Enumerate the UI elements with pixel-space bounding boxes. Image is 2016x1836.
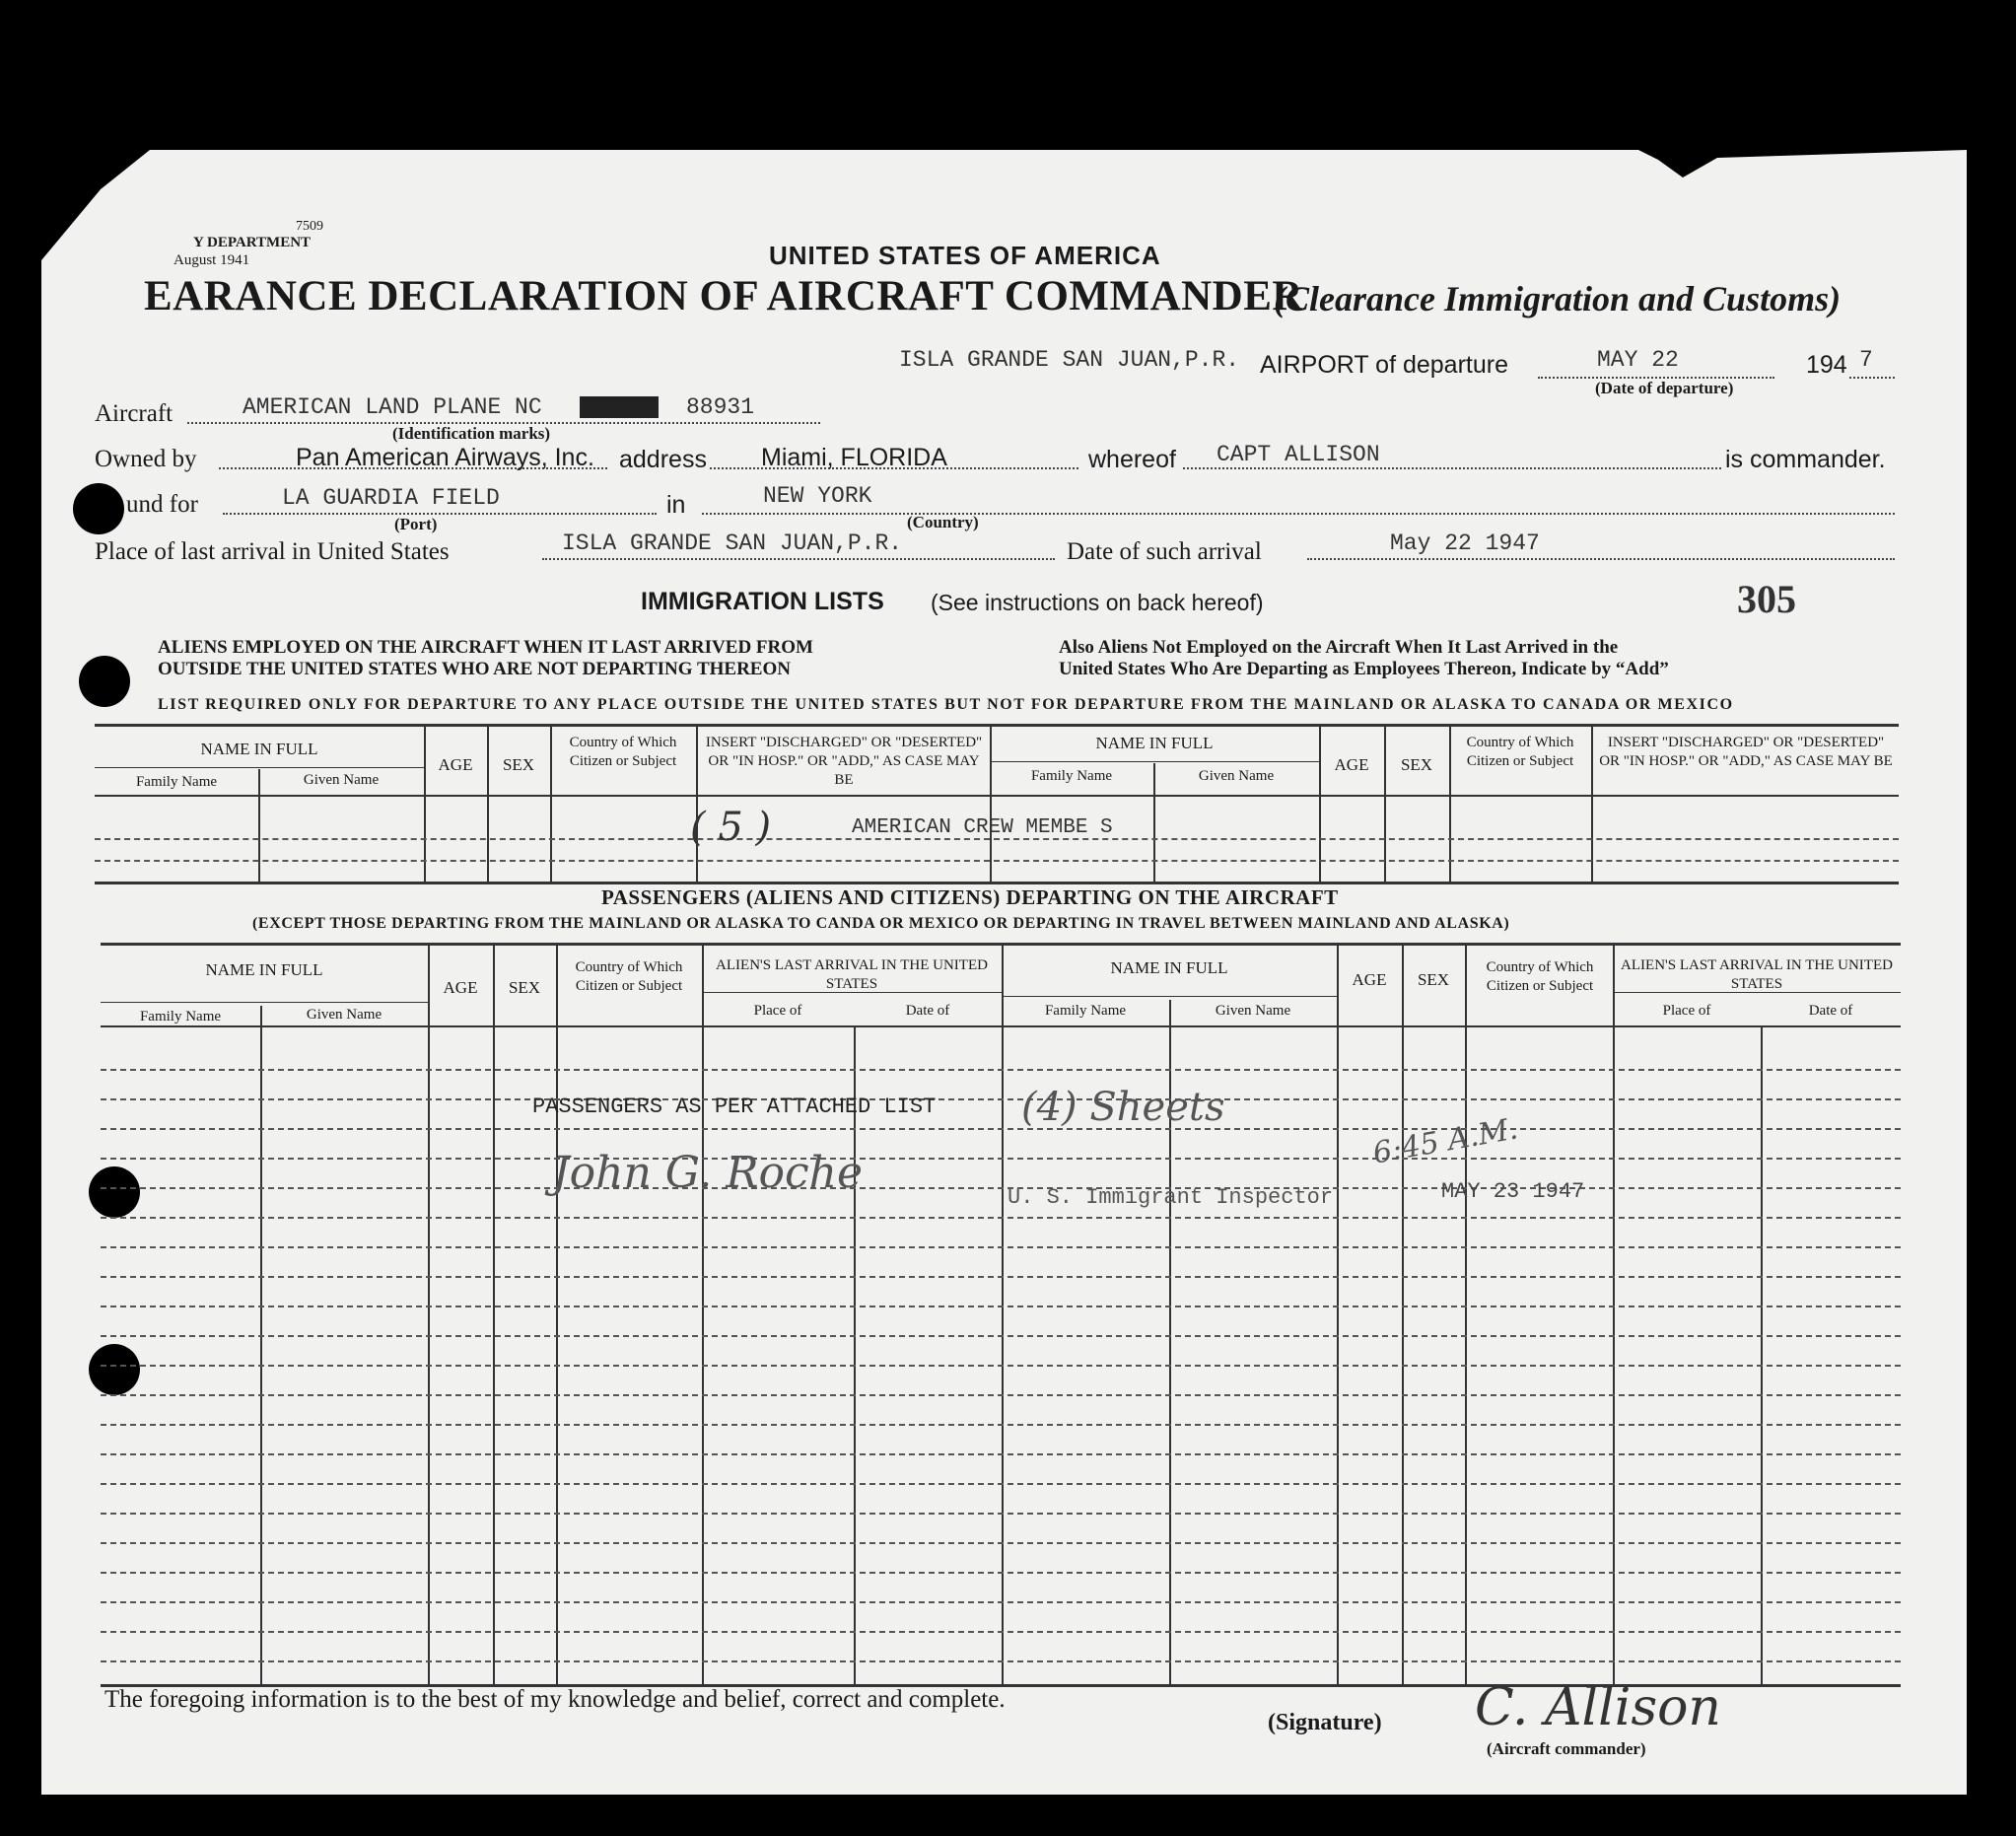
departure-date-value: MAY 22 <box>1597 347 1679 373</box>
punch-hole <box>89 1344 140 1395</box>
whereof-label: whereof <box>1088 446 1176 473</box>
owned-by-label: Owned by <box>95 446 197 472</box>
bound-country-caption: (Country) <box>907 513 979 531</box>
bound-port-value: LA GUARDIA FIELD <box>282 485 500 511</box>
pass-sex-header-right: SEX <box>1417 970 1450 989</box>
crew-country-header-right: Country of Which Citizen or Subject <box>1466 735 1574 769</box>
pass-place-of-header-right: Place of <box>1662 1003 1711 1019</box>
aliens-note-right-1: Also Aliens Not Employed on the Aircraft When It Last Arrived in the <box>1059 637 1619 658</box>
signature-label: (Signature) <box>1268 1710 1382 1735</box>
crew-insert-header-right: INSERT "DISCHARGED" OR "DESERTED" OR "IN HOSP." OR "ADD," AS CASE MAY BE <box>1599 735 1893 769</box>
aircraft-caption: (Identification marks) <box>392 424 551 443</box>
punch-hole <box>73 483 124 534</box>
passenger-entry-text: PASSENGERS AS PER ATTACHED LIST <box>532 1095 937 1119</box>
bound-for-label: und for <box>126 491 198 518</box>
commander-label: is commander. <box>1725 446 1886 473</box>
form-date: August 1941 <box>174 252 250 268</box>
form-number: 7509 <box>296 219 323 234</box>
immigration-instructions: (See instructions on back hereof) <box>931 590 1264 615</box>
pass-last-arrival-header-right: ALIEN'S LAST ARRIVAL IN THE UNITED STATES <box>1621 957 1893 992</box>
form-department: Y DEPARTMENT <box>193 235 312 250</box>
pass-given-name-header: Given Name <box>306 1007 382 1023</box>
passengers-subtitle: (EXCEPT THOSE DEPARTING FROM THE MAINLAND OR ALASKA TO CANDA OR MEXICO OR DEPARTING IN TRAVEL BETWEEN MAINLAND AND ALASKA) <box>252 915 1510 932</box>
aircraft-number: 88931 <box>686 394 755 420</box>
pass-age-header-right: AGE <box>1352 970 1387 989</box>
departure-airport-value: ISLA GRANDE SAN JUAN,P.R. <box>899 347 1240 373</box>
pass-country-header-right: Country of Which Citizen or Subject <box>1486 959 1594 994</box>
pass-date-of-header-right: Date of <box>1808 1003 1853 1019</box>
crew-family-name-header-right: Family Name <box>1030 768 1113 784</box>
form-subtitle: (Clearance Immigration and Customs) <box>1274 279 1842 318</box>
crew-name-header: NAME IN FULL <box>200 740 318 758</box>
pass-place-of-header: Place of <box>753 1003 802 1019</box>
inspector-signature: John G. Roche <box>552 1148 863 1198</box>
crew-insert-header: INSERT "DISCHARGED" OR "DESERTED" OR "IN HOSP." OR "ADD," AS CASE MAY BE <box>705 735 983 788</box>
pass-name-header-right: NAME IN FULL <box>1110 958 1228 977</box>
crew-sex-header: SEX <box>502 755 535 774</box>
crew-entry-text: AMERICAN CREW MEMBE S <box>852 816 1113 839</box>
passenger-sheets-note: (4) Sheets <box>1021 1085 1225 1130</box>
certification-statement: The foregoing information is to the best of my knowledge and belief, correct and complete. <box>104 1686 1006 1713</box>
aircraft-label: Aircraft <box>95 400 174 427</box>
crew-age-header: AGE <box>438 755 473 774</box>
aliens-note-left-2: OUTSIDE THE UNITED STATES WHO ARE NOT DEPARTING THEREON <box>158 659 791 679</box>
last-arrival-place: ISLA GRANDE SAN JUAN,P.R. <box>562 530 903 556</box>
crew-name-header-right: NAME IN FULL <box>1095 734 1214 752</box>
crew-country-header: Country of Which Citizen or Subject <box>569 735 677 769</box>
pass-age-header: AGE <box>443 978 478 997</box>
signature-caption: (Aircraft commander) <box>1487 1739 1646 1758</box>
address-label: address <box>619 446 707 473</box>
punch-hole <box>79 656 130 707</box>
crew-sex-header-right: SEX <box>1400 755 1433 774</box>
crew-family-name-header: Family Name <box>135 774 218 790</box>
commander-value: CAPT ALLISON <box>1217 442 1380 467</box>
last-arrival-label: Place of last arrival in United States <box>95 538 450 565</box>
pass-last-arrival-header: ALIEN'S LAST ARRIVAL IN THE UNITED STATES <box>716 957 988 992</box>
address-value: Miami, FLORIDA <box>761 444 947 471</box>
time-note: 6:45 A.M. <box>1370 1111 1521 1171</box>
redaction-mark <box>580 396 659 418</box>
bound-in-label: in <box>666 491 686 519</box>
bound-port-caption: (Port) <box>394 515 438 533</box>
pass-family-name-header-right: Family Name <box>1044 1003 1127 1019</box>
form-title: EARANCE DECLARATION OF AIRCRAFT COMMANDER <box>144 273 1303 319</box>
crew-given-name-header: Given Name <box>303 772 380 788</box>
crew-given-name-header-right: Given Name <box>1198 768 1275 784</box>
pass-sex-header: SEX <box>508 978 541 997</box>
crew-count-entry: ( 5 ) <box>690 805 772 850</box>
departure-year-suffix: 7 <box>1859 347 1873 373</box>
country-heading: UNITED STATES OF AMERICA <box>769 241 1161 270</box>
crew-age-header-right: AGE <box>1334 755 1369 774</box>
pass-family-name-header: Family Name <box>139 1009 222 1024</box>
pass-given-name-header-right: Given Name <box>1215 1003 1291 1019</box>
pass-country-header: Country of Which Citizen or Subject <box>575 959 683 994</box>
list-required-note: LIST REQUIRED ONLY FOR DEPARTURE TO ANY PLACE OUTSIDE THE UNITED STATES BUT NOT FOR DEPARTURE FROM THE MAINLAND OR ALASKA TO CANADA OR MEXICO <box>158 696 1734 713</box>
page-number: 305 <box>1737 577 1796 621</box>
punch-hole <box>89 1166 140 1218</box>
passengers-title: PASSENGERS (ALIENS AND CITIZENS) DEPARTING ON THE AIRCRAFT <box>601 885 1339 909</box>
pass-name-header: NAME IN FULL <box>205 960 323 979</box>
aliens-note-left-1: ALIENS EMPLOYED ON THE AIRCRAFT WHEN IT LAST ARRIVED FROM <box>158 637 813 658</box>
arrival-date-label: Date of such arrival <box>1067 538 1262 565</box>
inspector-title: U. S. Immigrant Inspector <box>1008 1185 1334 1210</box>
commander-signature: C. Allison <box>1475 1678 1721 1737</box>
arrival-date-value: May 22 1947 <box>1390 530 1540 556</box>
departure-date-caption: (Date of departure) <box>1595 379 1734 397</box>
departure-year-prefix: 194 <box>1806 351 1847 379</box>
departure-airport-label: AIRPORT of departure <box>1260 351 1508 379</box>
stamp-date: MAY 23 1947 <box>1441 1179 1585 1204</box>
owner-value: Pan American Airways, Inc. <box>296 444 594 471</box>
immigration-title: IMMIGRATION LISTS <box>641 588 884 615</box>
aircraft-value: AMERICAN LAND PLANE NC <box>243 394 542 420</box>
bound-country-value: NEW YORK <box>763 483 872 509</box>
pass-date-of-header: Date of <box>905 1003 950 1019</box>
aliens-note-right-2: United States Who Are Departing as Employees Thereon, Indicate by “Add” <box>1059 659 1669 679</box>
